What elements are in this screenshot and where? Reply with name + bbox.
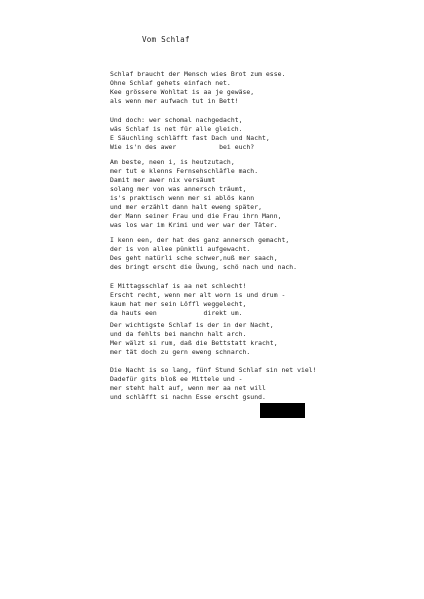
poem-line: und schläfft si nachn Esse erscht gsund. [110,393,266,401]
poem-line: Kee grössere Wohltat is aa je gewäse, [110,88,255,96]
poem-line: Und doch: wer schomal nachgedacht, [110,116,243,124]
poem-line: Erscht recht, wenn mer alt worn is und drum - [110,291,286,299]
poem-line: als wenn mer aufwach tut in Bett! [110,97,239,105]
poem-line: mer tut e klenns Fernsehschläfle mach. [110,167,259,175]
poem-line: der is von allee pünktli aufgewacht. [110,245,251,253]
poem-line: Ohne Schlaf gehets einfach net. [110,79,231,87]
poem-line: E Säuchling schläfft fast Dach und Nacht, [110,134,270,142]
poem-line: wäs Schlaf is net für alle gleich. [110,125,243,133]
poem-line: is's praktisch wenn mer si ablös kann [110,194,255,202]
poem-line: E Mittagsschlaf is aa net schlecht! [110,282,247,290]
poem-line: des bringt erscht die Üwung, schö nach und nach. [110,263,298,271]
poem-line: der Mann seiner Frau und die Frau ihrn Mann, [110,212,282,220]
poem-line: I kenn een, der hat des ganz annersch gemacht, [110,236,290,244]
poem-line: da hauts een direkt um. [110,309,243,317]
poem-line: Am beste, neen i, is heutzutach, [110,158,235,166]
poem-line: Wie is'n des awer bei euch? [110,143,255,151]
poem-line: mer steht halt auf, wenn mer aa net will [110,384,266,392]
poem-line: kaum hat mer sein Löffl weggelecht, [110,300,247,308]
poem-line: Mer wälzt si rum, daß die Bettstatt kracht, [110,339,278,347]
poem-line: Der wichtigste Schlaf is der in der Nacht, [110,321,274,329]
document-title: Vom Schlaf [142,35,190,44]
poem-line: was los war im Krimi und wer war der Täter. [110,221,278,229]
poem-line: Schlaf braucht der Mensch wies Brot zum esse. [110,70,286,78]
redaction-block [260,403,305,418]
poem-line: und mer erzählt dann halt eweng später, [110,203,263,211]
poem-line: Die Nacht is so lang, fünf Stund Schlaf sin net viel! [110,366,317,374]
poem-line: solang mer von was annersch träumt, [110,185,247,193]
poem-line: Damit mer awer nix versäumt [110,176,216,184]
poem-line: mer tät doch zu gern eweng schnarch. [110,348,251,356]
poem-line: und da fehlts bei manchn halt arch. [110,330,247,338]
poem-line: Des geht natürli sche schwer,nuß mer saach, [110,254,278,262]
poem-line: Dadefür gits bloß ee Mittele und - [110,375,243,383]
